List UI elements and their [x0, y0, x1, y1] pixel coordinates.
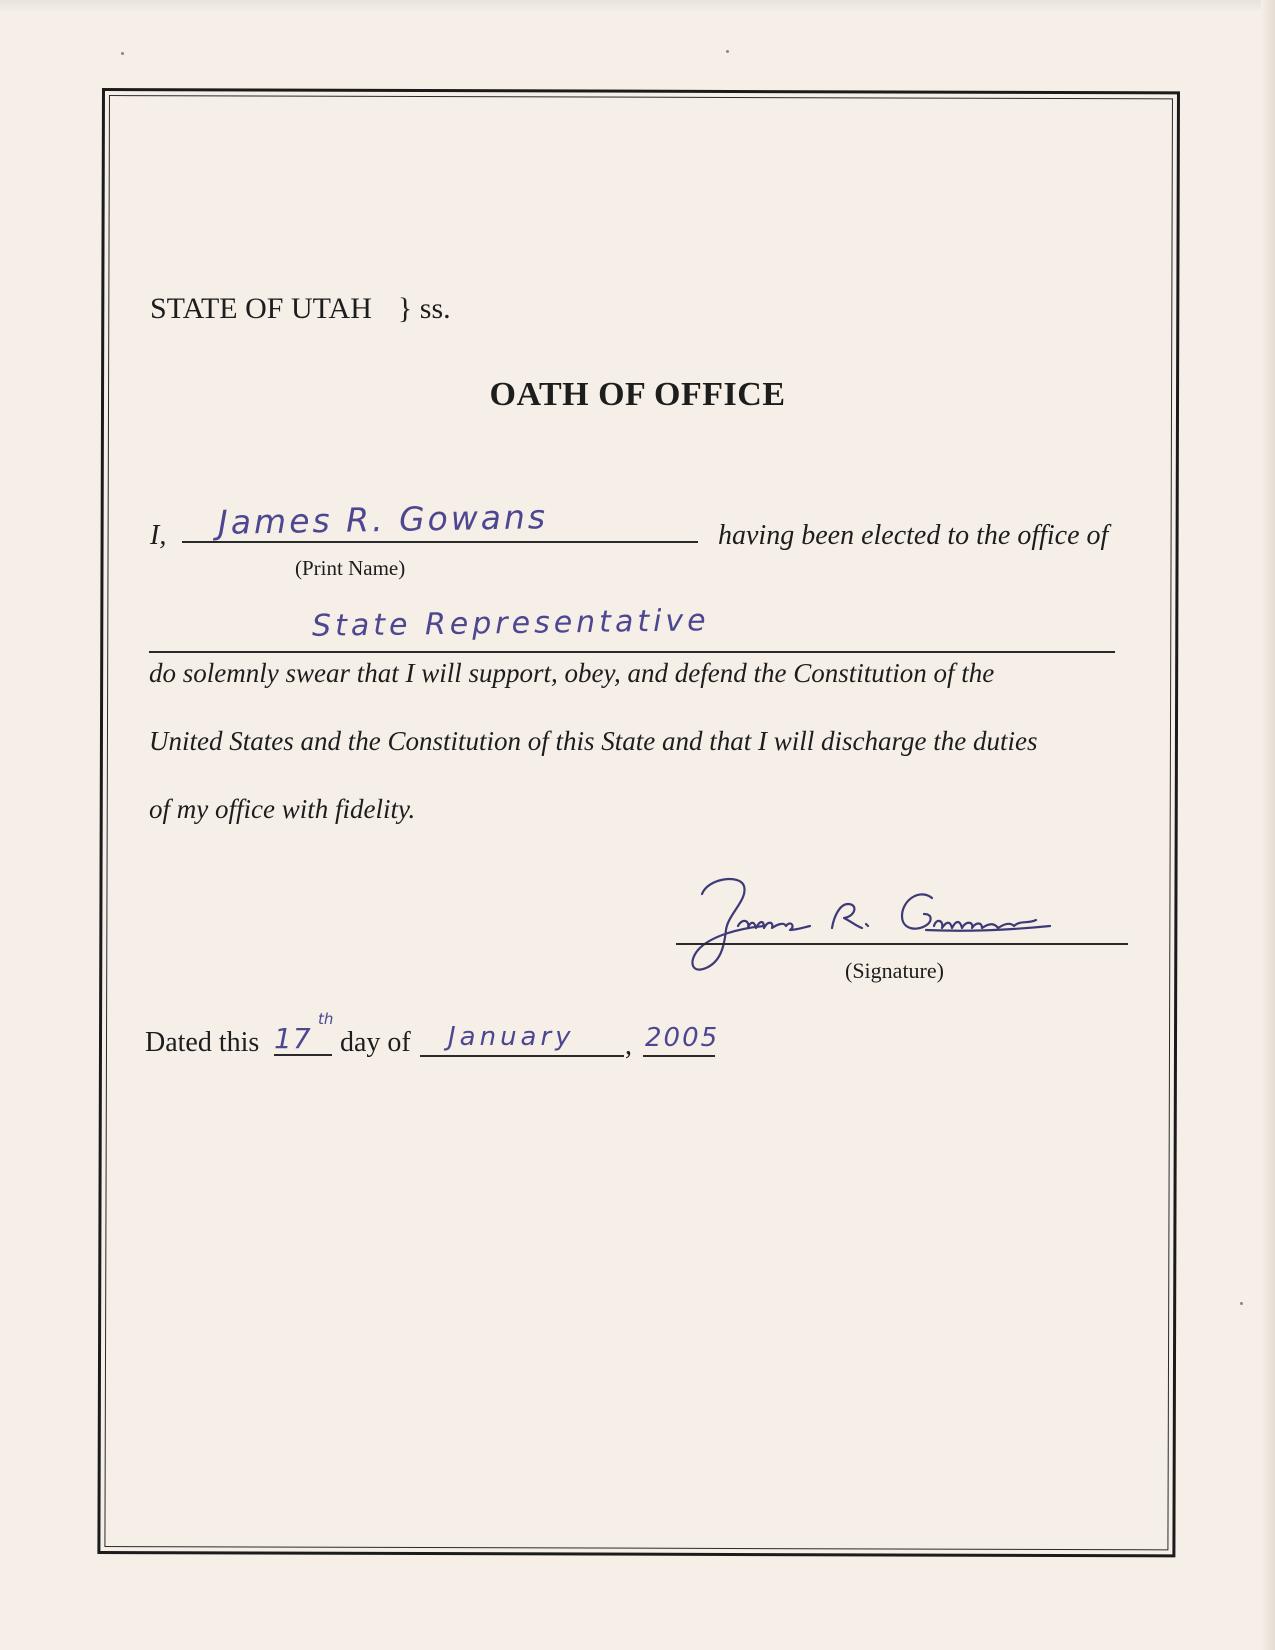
handwritten-day: 17: [274, 1022, 312, 1055]
signature-rule: [676, 943, 1128, 945]
print-name-rule: [182, 541, 698, 543]
venue-line: [150, 292, 451, 326]
oath-text-line-3: of my office with fidelity.: [149, 794, 416, 824]
paper-speck: [121, 52, 124, 55]
day-of-label: day of: [340, 1027, 411, 1058]
date-comma: ,: [625, 1030, 632, 1061]
scan-edge-top: [0, 0, 1275, 12]
scan-edge-right: [1261, 0, 1275, 1650]
page-title: OATH OF OFFICE: [489, 376, 786, 413]
venue-ss: ss.: [419, 292, 451, 325]
state-label: STATE OF UTAH: [150, 292, 372, 325]
handwritten-day-suffix: th: [318, 1010, 334, 1028]
year-rule: [643, 1055, 715, 1057]
handwritten-office: State Representative: [311, 603, 710, 644]
oath-prefix: I,: [150, 520, 167, 551]
paper-speck: [1240, 1302, 1243, 1305]
elected-text: having been elected to the office of: [718, 520, 1109, 551]
dated-label: Dated this: [145, 1027, 260, 1058]
handwritten-name: James R. Gowans: [217, 497, 549, 542]
handwritten-year: 2005: [645, 1023, 720, 1053]
handwritten-month: January: [448, 1022, 575, 1052]
print-name-caption: (Print Name): [295, 556, 406, 580]
oath-text-line-1: do solemnly swear that I will support, obey, and defend the Constitution of the: [149, 658, 995, 688]
day-rule: [274, 1054, 332, 1056]
paper-speck: [726, 50, 729, 53]
signature-caption: (Signature): [845, 958, 944, 983]
oath-text-line-2: United States and the Constitution of this State and that I will discharge the duties: [149, 726, 1038, 756]
venue-brace: }: [397, 292, 413, 325]
office-rule: [149, 651, 1115, 653]
month-rule: [420, 1055, 624, 1057]
